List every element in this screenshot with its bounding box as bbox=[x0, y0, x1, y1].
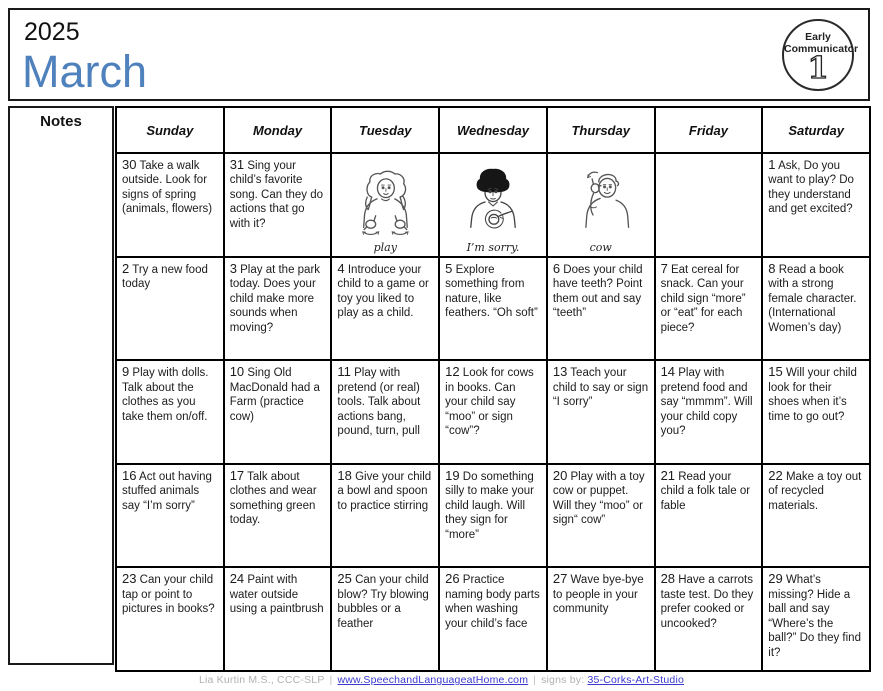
day-header-sunday: Sunday bbox=[116, 107, 224, 153]
sign-play-illustration-icon bbox=[345, 168, 425, 244]
day-cell-3: 3 Play at the park today. Does your child make more sounds when moving? bbox=[224, 257, 332, 361]
year-label: 2025 bbox=[24, 18, 80, 46]
day-cell-21: 21 Read your child a folk tale or fable bbox=[655, 464, 763, 568]
day-cell-8: 8 Read a book with a strong female character. (International Women’s day) bbox=[762, 257, 870, 361]
day-cell-12: 12 Look for cows in books. Can your child say “moo” or sign “cow”? bbox=[439, 360, 547, 464]
date-number: 15 bbox=[768, 364, 783, 380]
date-number: 10 bbox=[229, 364, 245, 380]
day-cell-24: 24 Paint with water outside using a paintbrush bbox=[224, 567, 332, 671]
day-cell-9: 9 Play with dolls. Talk about the clothes as you take them on/off. bbox=[116, 360, 224, 464]
date-number: 24 bbox=[229, 571, 245, 587]
notes-label: Notes bbox=[40, 113, 82, 130]
date-number: 30 bbox=[122, 157, 137, 172]
sign-label: play bbox=[373, 240, 397, 254]
day-cell-25: 25 Can your child blow? Try blowing bubbles or a feather bbox=[331, 567, 439, 671]
date-number: 16 bbox=[122, 467, 137, 483]
date-number: 7 bbox=[660, 260, 668, 276]
date-number: 4 bbox=[337, 260, 345, 276]
day-cell-22: 22 Make a toy out of recycled materials. bbox=[762, 464, 870, 568]
month-title: March bbox=[22, 46, 148, 97]
date-number: 14 bbox=[660, 364, 676, 380]
date-number: 22 bbox=[768, 467, 783, 483]
sign-cow-illustration-icon bbox=[561, 168, 641, 244]
day-cell-23: 23 Can your child tap or point to pictures in books? bbox=[116, 567, 224, 671]
date-number: 25 bbox=[337, 571, 352, 587]
date-number: 29 bbox=[768, 571, 783, 587]
separator: | bbox=[329, 674, 333, 686]
date-number: 18 bbox=[337, 467, 352, 483]
date-number: 9 bbox=[122, 364, 130, 380]
day-cell-20: 20 Play with a toy cow or puppet. Will they “moo” or sign“ cow” bbox=[547, 464, 655, 568]
calendar-grid bbox=[115, 106, 871, 672]
date-number: 11 bbox=[337, 364, 351, 380]
badge-line1: Early bbox=[805, 31, 831, 43]
date-number: 12 bbox=[445, 364, 460, 380]
day-cell-14: 14 Play with pretend food and say “mmmm”. Will your child copy you? bbox=[655, 360, 763, 464]
day-header-friday: Friday bbox=[655, 107, 763, 153]
website-link[interactable]: www.SpeechandLanguageatHome.com bbox=[337, 674, 529, 686]
day-cell-4: 4 Introduce your child to a game or toy you liked to play as a child. bbox=[331, 257, 439, 361]
day-header-saturday: Saturday bbox=[762, 107, 870, 153]
day-cell-13: 13 Teach your child to say or sign “I sorry” bbox=[547, 360, 655, 464]
footer-credits bbox=[0, 674, 883, 686]
signs-by-text: signs by: bbox=[541, 674, 585, 686]
notes-panel bbox=[8, 106, 114, 665]
day-cell-29: 29 What’s missing? Hide a ball and say “Where’s the ball?” Do they find it? bbox=[762, 567, 870, 671]
date-number: 19 bbox=[445, 467, 460, 483]
date-number: 1 bbox=[768, 157, 776, 172]
badge-number: 1 bbox=[807, 51, 829, 87]
credit-text: Lia Kurtin M.S., CCC-SLP bbox=[198, 674, 325, 686]
day-cell-30: 30 Take a walk outside. Look for signs of spring (animals, flowers) bbox=[116, 153, 224, 257]
date-number: 27 bbox=[552, 571, 568, 587]
sign-label: I’m sorry. bbox=[466, 240, 520, 254]
date-number: 28 bbox=[660, 571, 676, 587]
day-cell-10: 10 Sing Old MacDonald had a Farm (practice cow) bbox=[224, 360, 332, 464]
sign-cell-play bbox=[331, 153, 439, 257]
date-number: 21 bbox=[660, 467, 676, 483]
day-cell-7: 7 Eat cereal for snack. Can your child sign “more” or “eat” for each piece? bbox=[655, 257, 763, 361]
day-cell-1: 1 Ask, Do you want to play? Do they understand and get excited? bbox=[762, 153, 870, 257]
day-header-tuesday: Tuesday bbox=[331, 107, 439, 153]
day-cell-6: 6 Does your child have teeth? Point them out and say “teeth” bbox=[547, 257, 655, 361]
date-number: 17 bbox=[229, 467, 245, 483]
day-cell-15: 15 Will your child look for their shoes when it’s time to go out? bbox=[762, 360, 870, 464]
sign-label: cow bbox=[589, 240, 612, 254]
day-cell-16: 16 Act out having stuffed animals say “I’m sorry” bbox=[116, 464, 224, 568]
sign-cell-im_sorry bbox=[439, 153, 547, 257]
day-cell-26: 26 Practice naming body parts when washing your child’s face bbox=[439, 567, 547, 671]
day-cell-5: 5 Explore something from nature, like feathers. “Oh soft” bbox=[439, 257, 547, 361]
title-header bbox=[8, 8, 870, 101]
date-number: 3 bbox=[229, 260, 237, 276]
separator2: | bbox=[533, 674, 537, 686]
date-number: 2 bbox=[122, 260, 130, 276]
date-number: 6 bbox=[552, 260, 561, 276]
day-cell-2: 2 Try a new food today bbox=[116, 257, 224, 361]
badge-line2: Communicator bbox=[784, 43, 859, 56]
day-cell-19: 19 Do something silly to make your child laugh. Will they sign for “more” bbox=[439, 464, 547, 568]
day-cell-11: 11 Play with pretend (or real) tools. Talk about actions bang, pound, turn, pull bbox=[331, 360, 439, 464]
date-number: 26 bbox=[445, 571, 460, 587]
sign-cell-cow bbox=[547, 153, 655, 257]
day-cell-27: 27 Wave bye-bye to people in your community bbox=[547, 567, 655, 671]
early-communicator-badge bbox=[782, 19, 859, 91]
day-header-monday: Monday bbox=[224, 107, 332, 153]
date-number: 31 bbox=[229, 157, 245, 172]
date-number: 20 bbox=[552, 467, 568, 483]
sign-im-sorry-illustration-icon bbox=[453, 168, 533, 244]
art-studio-link[interactable]: 35-Corks-Art-Studio bbox=[587, 674, 685, 686]
day-cell-17: 17 Talk about clothes and wear something green today. bbox=[224, 464, 332, 568]
date-number: 8 bbox=[768, 260, 776, 276]
date-number: 23 bbox=[122, 571, 137, 587]
day-header-thursday: Thursday bbox=[547, 107, 655, 153]
day-cell-31: 31 Sing your child’s favorite song. Can they do actions that go with it? bbox=[224, 153, 332, 257]
day-cell-28: 28 Have a carrots taste test. Do they prefer cooked or uncooked? bbox=[655, 567, 763, 671]
day-header-wednesday: Wednesday bbox=[439, 107, 547, 153]
day-cell-18: 18 Give your child a bowl and spoon to practice stirring bbox=[331, 464, 439, 568]
date-number: 13 bbox=[552, 364, 568, 380]
empty-cell bbox=[655, 153, 763, 257]
date-number: 5 bbox=[445, 260, 453, 276]
